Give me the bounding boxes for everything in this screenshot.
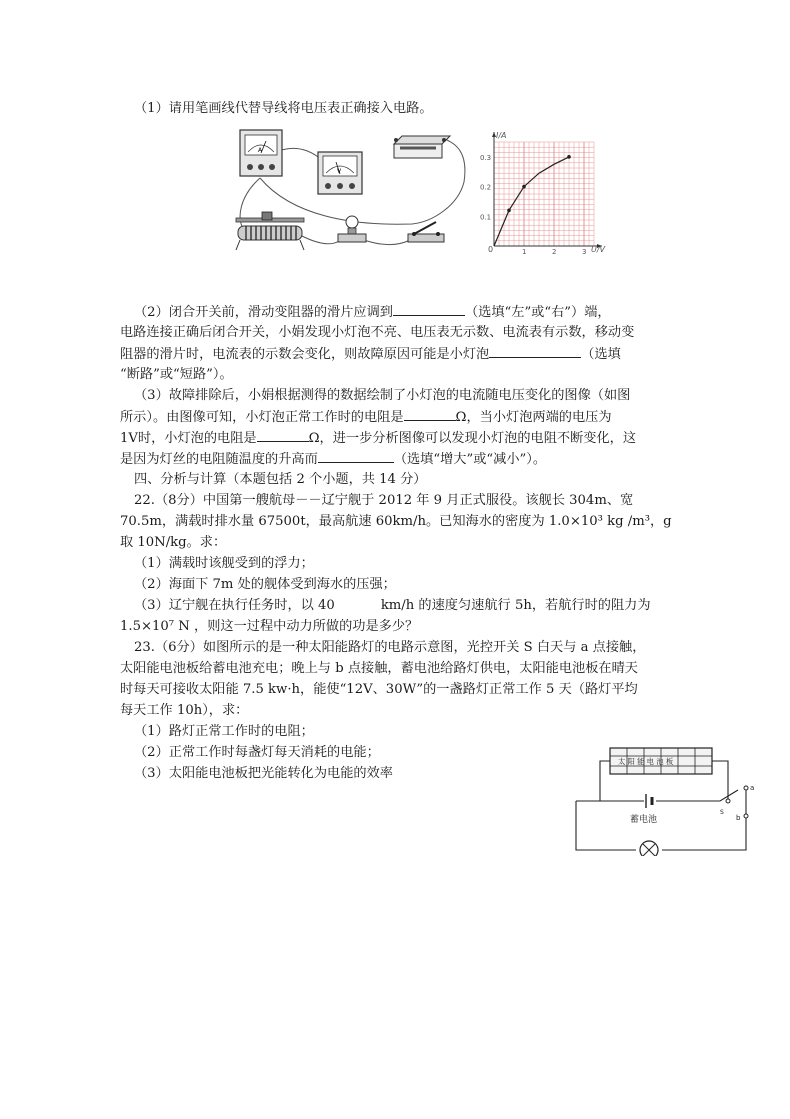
y-tick-label: 0.1 [480,213,492,222]
q22-sub3: （3）辽宁舰在执行任务时，以 40 km/h 的速度匀速航行 5h，若航行时的阻力为 [134,598,651,613]
q23-line2: 太阳能电池板给蓄电池充电；晚上与 b 点接触，蓄电池给路灯供电，太阳能电池板在晴天 [120,661,638,676]
iu-graph-origin-label: 0 [488,245,494,254]
iu-graph-x-axis-label: U/V [591,245,606,254]
answer-blank-slider-end[interactable] [393,303,465,316]
x-tick-label: 1 [522,248,527,256]
q2-line1: （2）闭合开关前，滑动变阻器的滑片应调到 （选填“左”或“右”）端， [134,305,611,320]
x-tick-label: 3 [582,248,587,256]
ammeter-icon [240,130,282,176]
q3-line4: 是因为灯丝的电阻随温度的升高而 （选填“增大”或“减小”）。 [120,452,547,467]
q22-sub1: （1）满载时该舰受到的浮力； [134,556,314,571]
circuit-apparatus-figure [232,126,468,262]
answer-blank-normal-resistance[interactable] [404,408,456,421]
battery-box-icon [394,136,450,158]
q23-line1: 23.（6分）如图所示的是一种太阳能路灯的电路示意图，光控开关 S 白天与 a 点接触， [134,640,646,655]
y-tick-label: 0.3 [480,153,492,162]
street-lamp-icon [640,841,658,856]
answer-blank-1v-resistance[interactable] [257,429,309,442]
battery-icon [630,794,657,825]
y-tick-label: 0.2 [480,183,492,192]
iu-graph-curve [494,155,571,246]
svg-text:蓄电池: 蓄电池 [630,815,658,825]
q23-sub3: （3）太阳能电池板把光能转化为电能的效率 [134,766,393,781]
svg-text:a: a [750,784,755,792]
q3-line3: 1V时，小灯泡的电阻是 Ω，进一步分析图像可以发现小灯泡的电阻不断变化，这 [120,431,637,446]
q23-line3: 时每天可接收太阳能 7.5 kw·h，能使“12V、30W”的一盏路灯正常工作 5 天（路灯平均 [120,682,638,697]
svg-text:S: S [720,809,724,816]
q2-line3: 阻器的滑片时，电流表的示数会变化，则故障原因可能是小灯泡 （选填 [120,347,621,362]
iu-graph [478,128,608,258]
q22-line3: 取 10N/kg。求： [120,535,227,550]
x-tick-label: 2 [552,248,557,256]
switch-icon [408,222,444,242]
section-heading: 四、分析与计算（本题包括 2 个小题，共 14 分） [134,472,427,487]
q2-line4: “断路”或“短路”）。 [120,367,233,382]
svg-text:A: A [258,147,263,154]
voltmeter-icon [318,152,362,194]
iu-series-line [494,157,569,246]
q2-line2: 电路连接正确后闭合开关，小娟发现小灯泡不亮、电压表无示数、电流表有示数，移动变 [120,325,635,340]
q3-line1: （3）故障排除后，小娟根据测得的数据绘制了小灯泡的电流随电压变化的图像（如图 [134,388,631,403]
svg-text:V: V [337,168,342,175]
solar-lamp-circuit-figure [570,744,760,856]
answer-blank-resistance-trend[interactable] [318,450,394,463]
rheostat-icon [236,212,304,250]
light-control-switch-icon [720,784,754,822]
q23-sub1: （1）路灯正常工作时的电阻； [134,724,314,739]
q22-line1: 22.（8分）中国第一艘航母－－辽宁舰于 2012 年 9 月正式服役。该舰长 304m、宽 [134,493,634,508]
svg-text:b: b [736,814,741,822]
iu-data-point [567,155,571,159]
q1-instruction: （1）请用笔画线代替导线将电压表正确接入电路。 [134,101,433,116]
solar-panel-icon [610,748,712,774]
iu-graph-grid [494,142,594,246]
svg-text:太阳能电池板: 太阳能电池板 [618,757,676,766]
answer-blank-fault[interactable] [489,345,581,358]
q22-sub3-cont: 1.5×10⁷ N ，则这一过程中动力所做的功是多少？ [120,619,419,634]
iu-data-point [522,185,526,189]
q3-line2: 所示）。由图像可知，小灯泡正常工作时的电阻是 Ω，当小灯泡两端的电压为 [120,410,612,425]
q22-line2: 70.5m，满载时排水量 67500t，最高航速 60km/h。已知海水的密度为 1.0×10³ kg /m³，g [120,514,672,529]
q23-line4: 每天工作 10h），求： [120,703,249,718]
iu-data-point [507,209,511,213]
q22-sub2: （2）海面下 7m 处的舰体受到海水的压强； [134,577,396,592]
q23-sub2: （2）正常工作时每盏灯每天消耗的电能； [134,745,380,760]
iu-graph-y-axis-label: I/A [496,131,507,140]
